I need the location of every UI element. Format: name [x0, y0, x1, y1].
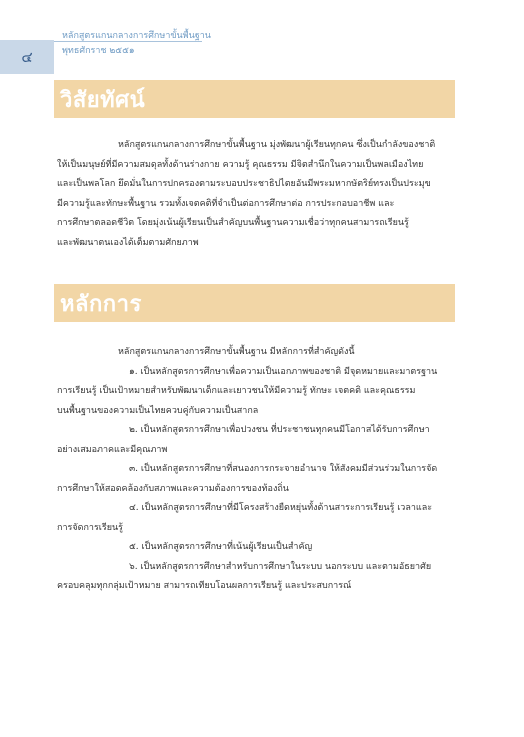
running-header-title: หลักสูตรแกนกลางการศึกษาขั้นพื้นฐาน [62, 31, 211, 41]
page-number: ๔ [21, 48, 33, 66]
principle-item-3-cont: การศึกษาให้สอดคล้องกับสภาพและความต้องการของท้องถิ่น [57, 483, 289, 494]
vision-line: หลักสูตรแกนกลางการศึกษาขั้นพื้นฐาน มุ่งพัฒนาผู้เรียนทุกคน ซึ่งเป็นกำลังของชาติ [118, 140, 436, 150]
vision-line: ให้เป็นมนุษย์ที่มีความสมดุลทั้งด้านร่างกาย ความรู้ คุณธรรม มีจิตสำนึกในความเป็นพลเมืองไทย [57, 159, 424, 170]
principles-intro: หลักสูตรแกนกลางการศึกษาขั้นพื้นฐาน มีหลักการที่สำคัญดังนี้ [118, 347, 355, 357]
vision-line: และพัฒนาตนเองได้เต็มตามศักยภาพ [57, 237, 199, 248]
page-number-tab [0, 40, 54, 74]
vision-heading: วิสัยทัศน์ [60, 87, 146, 113]
vision-heading-band [54, 80, 455, 118]
vision-paragraph [57, 136, 455, 253]
principle-item-3: ๓. เป็นหลักสูตรการศึกษาที่สนองการกระจายอำนาจ ให้สังคมมีส่วนร่วมในการจัด [129, 464, 438, 474]
principle-item-1-cont: การเรียนรู้ เป็นเป้าหมายสำหรับพัฒนาเด็กและเยาวชนให้มีความรู้ ทักษะ เจตคติ และคุณธรรม [57, 386, 416, 396]
principle-item-2-cont: อย่างเสมอภาคและมีคุณภาพ [57, 444, 168, 455]
vision-line: การศึกษาตลอดชีวิต โดยมุ่งเน้นผู้เรียนเป็นสำคัญบนพื้นฐานความเชื่อว่าทุกคนสามารถเรียนรู้ [57, 218, 409, 228]
header-divider [54, 41, 202, 42]
principle-item-5: ๕. เป็นหลักสูตรการศึกษาที่เน้นผู้เรียนเป็นสำคัญ [129, 542, 313, 552]
principle-item-1: ๑. เป็นหลักสูตรการศึกษาเพื่อความเป็นเอกภาพของชาติ มีจุดหมายและมาตรฐาน [129, 366, 438, 377]
running-header-year: พุทธศักราช ๒๕๕๑ [62, 46, 135, 56]
principle-item-4-cont: การจัดการเรียนรู้ [57, 522, 123, 533]
vision-line: และเป็นพลโลก ยึดมั่นในการปกครองตามระบอบประชาธิปไตยอันมีพระมหากษัตริย์ทรงเป็นประมุข [57, 179, 431, 189]
principles-heading: หลักการ [60, 291, 142, 317]
principle-item-6: ๖. เป็นหลักสูตรการศึกษาสำหรับการศึกษาในระบบ นอกระบบ และตามอัธยาศัย [129, 561, 432, 572]
vision-line: มีความรู้และทักษะพื้นฐาน รวมทั้งเจตคติที่จำเป็นต่อการศึกษาต่อ การประกอบอาชีพ และ [57, 198, 395, 209]
principles-list [57, 343, 455, 597]
principle-item-1-cont: บนพื้นฐานของความเป็นไทยควบคู่กับความเป็นสากล [57, 405, 259, 416]
principle-item-4: ๔. เป็นหลักสูตรการศึกษาที่มีโครงสร้างยืดหยุ่นทั้งด้านสาระการเรียนรู้ เวลาและ [129, 503, 433, 513]
principle-item-6-cont: ครอบคลุมทุกกลุ่มเป้าหมาย สามารถเทียบโอนผลการเรียนรู้ และประสบการณ์ [57, 581, 352, 591]
principles-heading-band [54, 284, 455, 322]
principle-item-2: ๒. เป็นหลักสูตรการศึกษาเพื่อปวงชน ที่ประชาชนทุกคนมีโอกาสได้รับการศึกษา [129, 425, 430, 435]
